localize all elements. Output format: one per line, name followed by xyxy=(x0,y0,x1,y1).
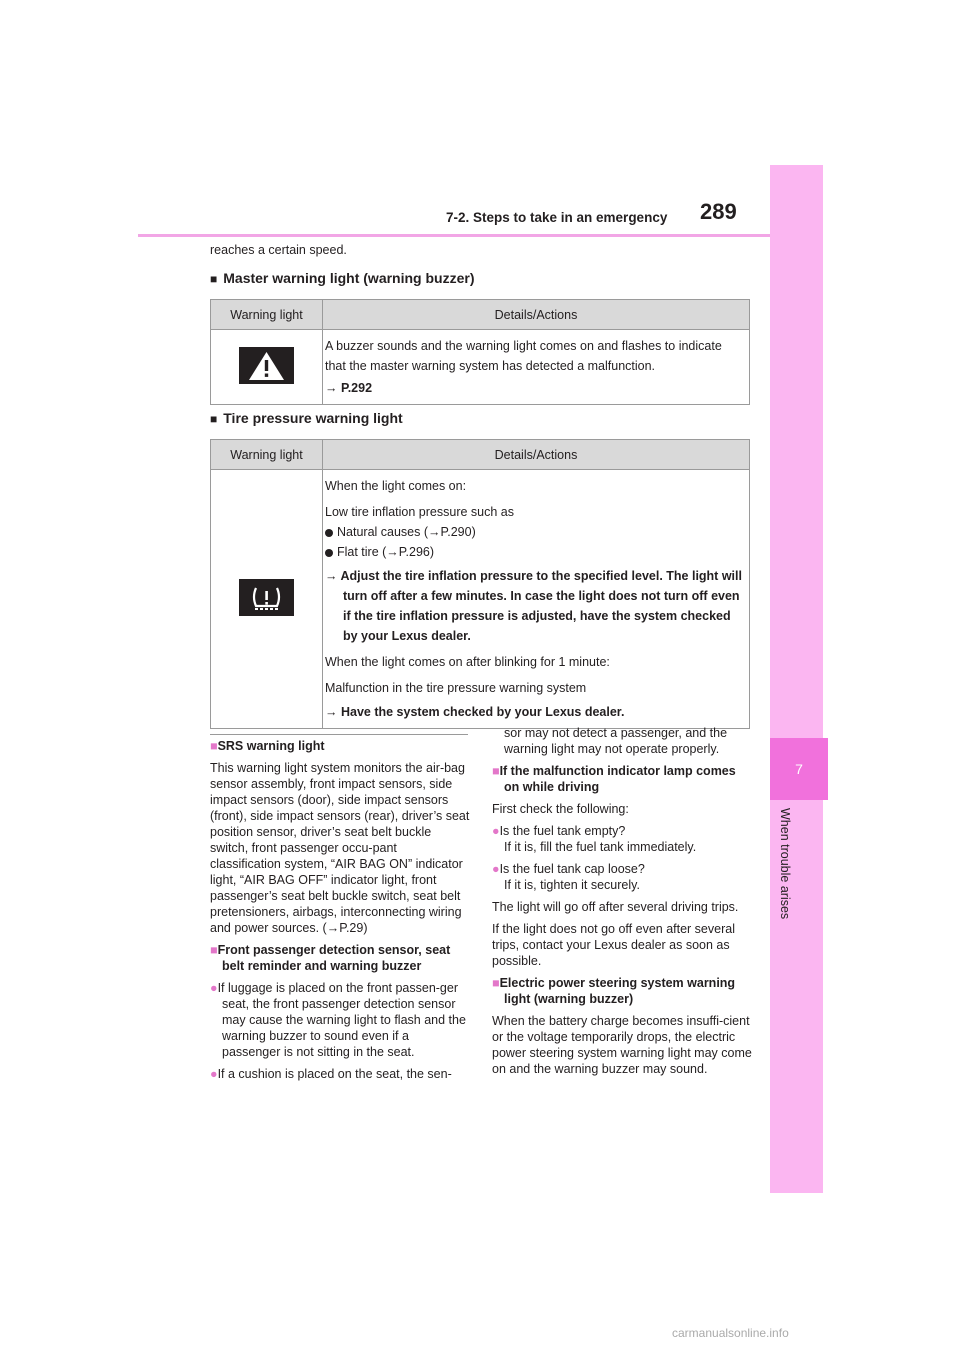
square-bullet-icon: ■ xyxy=(210,412,218,426)
master-detail-line1: A buzzer sounds and the warning light comes on and flashes to indicate xyxy=(325,339,722,353)
footer-watermark: carmanualsonline.info xyxy=(672,1326,789,1340)
check-fuel-empty-sub: If it is, fill the fuel tank immediately. xyxy=(504,840,697,854)
circle-bullet-icon: ● xyxy=(492,824,500,838)
first-check: First check the following: xyxy=(492,802,629,816)
chapter-side-band xyxy=(770,165,823,1193)
check-cap-loose-sub: If it is, tighten it securely. xyxy=(504,878,640,892)
col-details-actions: Details/Actions xyxy=(323,440,750,470)
mil-heading: ■If the malfunction indicator lamp comes on while driving xyxy=(492,764,736,794)
section-title: 7-2. Steps to take in an emergency xyxy=(446,210,668,225)
chapter-number-tab[interactable]: 7 xyxy=(770,738,828,800)
eps-body: When the battery charge becomes insuffi-cient or the voltage temporarily drops, the electric power steering system warning light may come on and the warning buzzer may sound. xyxy=(492,1014,752,1076)
master-warning-table xyxy=(210,299,750,405)
fp-bullet1: ●If luggage is placed on the front passen-ger seat, the front passenger detection sensor may cause the warning light to flash and the warning buzzer to sound even if a passenger is not sitting in the seat. xyxy=(210,981,466,1059)
master-warning-triangle-icon xyxy=(239,347,294,384)
light-off-text: The light will go off after several driving trips. xyxy=(492,900,739,914)
square-bullet-icon: ■ xyxy=(492,764,500,778)
eps-heading: ■Electric power steering system warning light (warning buzzer) xyxy=(492,976,736,1006)
tire-bullet-flat[interactable]: Flat tire (→P.296) xyxy=(325,542,743,562)
tire-low-pressure: Low tire inflation pressure such as xyxy=(325,505,514,519)
tire-details-cell xyxy=(323,470,750,729)
fp-heading: ■Front passenger detection sensor, seat belt reminder and warning buzzer xyxy=(210,943,451,973)
srs-heading: ■SRS warning light xyxy=(210,739,325,753)
left-column xyxy=(210,738,470,1088)
header-rule xyxy=(138,234,770,237)
col-warning-light: Warning light xyxy=(211,300,323,330)
master-icon-cell xyxy=(211,330,323,405)
square-bullet-icon: ■ xyxy=(492,976,500,990)
tire-when-on: When the light comes on: xyxy=(325,479,467,493)
bullet-dot-icon xyxy=(325,549,333,557)
tire-pressure-heading: ■ Tire pressure warning light xyxy=(210,410,403,426)
intro-text: reaches a certain speed. xyxy=(210,243,347,257)
tire-bullet-natural[interactable]: Natural causes (→P.290) xyxy=(325,522,743,542)
column-divider-rule xyxy=(210,734,468,735)
bullet-dot-icon xyxy=(325,529,333,537)
col-details-actions: Details/Actions xyxy=(323,300,750,330)
contact-dealer-text: If the light does not go off even after several trips, contact your Lexus dealer as soon as possible. xyxy=(492,922,735,968)
tire-pressure-table xyxy=(210,439,750,729)
square-bullet-icon: ■ xyxy=(210,739,218,753)
srs-body: This warning light system monitors the air-bag sensor assembly, front impact sensors, side impact sensors (door), side impact sensors (front), side impact sensors (rear), driver’s seat position sensor, driver’s seat belt buckle switch, front passenger occu-pant classification system, “AIR BAG ON” indicator light, “AIR BAG OFF” indicator light, front passenger’s seat belt buckle switch, seat belt pretensioners, airbags, interconnecting wiring and power sources. (→P.29) xyxy=(210,761,470,935)
square-bullet-icon: ■ xyxy=(210,272,218,286)
check-cap-loose: ●Is the fuel tank cap loose? xyxy=(492,862,645,876)
master-details-cell xyxy=(323,330,750,405)
tire-malfunction: Malfunction in the tire pressure warning system xyxy=(325,681,587,695)
square-bullet-icon: ■ xyxy=(210,943,218,957)
right-column xyxy=(492,725,752,1083)
circle-bullet-icon: ● xyxy=(492,862,500,876)
page-number: 289 xyxy=(700,199,737,224)
tire-pressure-icon xyxy=(239,579,294,616)
tire-when-blink: When the light comes on after blinking for 1 minute: xyxy=(325,655,610,669)
circle-bullet-icon: ● xyxy=(210,981,218,995)
col-warning-light: Warning light xyxy=(211,440,323,470)
chapter-title: When trouble arises xyxy=(778,808,792,920)
circle-bullet-icon: ● xyxy=(210,1067,218,1081)
tire-action: → Adjust the tire inflation pressure to the specified level. The light will turn off after a few minutes. In case the light does not turn off even if the tire inflation pressure is adjusted, have the system checked by your Lexus dealer. xyxy=(325,569,742,643)
fp-bullet2: ●If a cushion is placed on the seat, the sen- xyxy=(210,1067,452,1081)
master-warning-heading: ■ Master warning light (warning buzzer) xyxy=(210,270,475,286)
tire-action2: → Have the system checked by your Lexus dealer. xyxy=(325,705,625,719)
cushion-continued: sor may not detect a passenger, and the warning light may not operate properly. xyxy=(504,726,728,756)
master-page-ref[interactable]: → P.292 xyxy=(325,381,373,395)
master-detail-line2: that the master warning system has detected a malfunction. xyxy=(325,359,656,373)
check-fuel-empty: ●Is the fuel tank empty? xyxy=(492,824,626,838)
tire-icon-cell xyxy=(211,470,323,729)
